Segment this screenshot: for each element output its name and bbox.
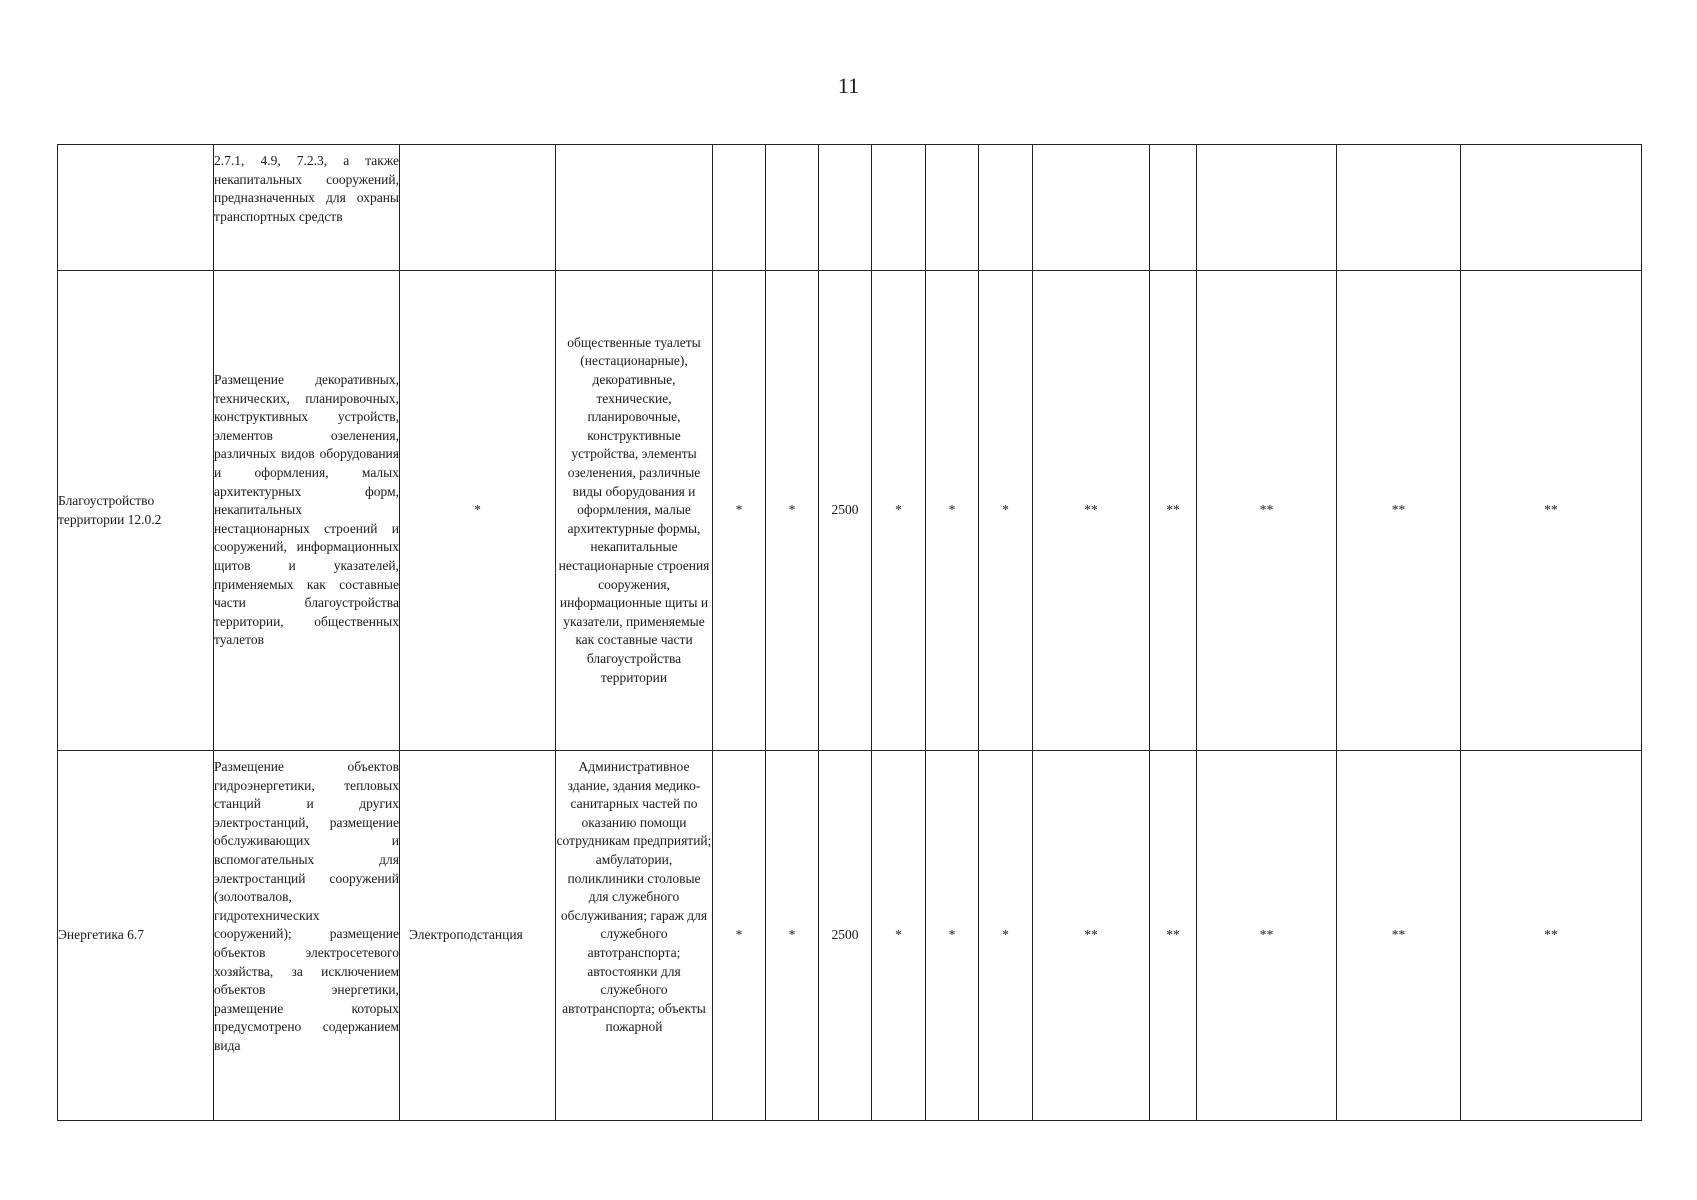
- use-description-cell: 2.7.1, 4.9, 7.2.3, а также некапитальных сооружений, предназначенных для охраны транспортных средств: [214, 145, 400, 271]
- param-cell: [713, 145, 766, 271]
- param-cell: [1337, 145, 1461, 271]
- param-cell: [766, 145, 819, 271]
- use-description-cell: Размещение декоративных, технических, планировочных, конструктивных устройств, элементов озеленения, различных видов оборудования и оформления, малых архитектурных форм, некапитальных нестационарных строений и сооружений, информационных щитов и указателей, применяемых как составные части благоустройства территории, общественных туалетов: [214, 271, 400, 751]
- param-cell: *: [872, 751, 926, 1121]
- param-cell: 2500: [819, 271, 872, 751]
- param-cell: 2500: [819, 751, 872, 1121]
- param-cell: **: [1461, 271, 1642, 751]
- param-cell: [819, 145, 872, 271]
- param-cell: **: [1150, 751, 1197, 1121]
- use-type-cell: Энергетика 6.7: [58, 751, 214, 1121]
- param-cell: *: [713, 271, 766, 751]
- param-cell: [1150, 145, 1197, 271]
- param-cell: *: [766, 271, 819, 751]
- param-cell: *: [979, 751, 1033, 1121]
- param-cell: **: [1337, 271, 1461, 751]
- main-use-cell: *: [400, 271, 556, 751]
- table-row: [58, 271, 1642, 751]
- param-cell: **: [1150, 271, 1197, 751]
- use-type-cell: Благоустройство территории 12.0.2: [58, 271, 214, 751]
- main-use-cell: Электроподстанция: [400, 751, 556, 1121]
- objects-cell: [556, 145, 713, 271]
- param-cell: *: [713, 751, 766, 1121]
- param-cell: *: [872, 271, 926, 751]
- param-cell: **: [1197, 271, 1337, 751]
- param-cell: [1461, 145, 1642, 271]
- main-use-cell: [400, 145, 556, 271]
- objects-cell: Административное здание, здания медико-санитарных частей по оказанию помощи сотрудникам предприятий; амбулатории, поликлиники столовые для служебного обслуживания; гараж для служебного автотранспорта; автостоянки для служебного автотранспорта; объекты пожарной: [556, 751, 713, 1121]
- param-cell: [872, 145, 926, 271]
- param-cell: **: [1461, 751, 1642, 1121]
- param-cell: *: [926, 271, 979, 751]
- param-cell: **: [1197, 751, 1337, 1121]
- table-row: [58, 751, 1642, 1121]
- objects-cell: общественные туалеты (нестационарные), декоративные, технические, планировочные, конструктивные устройства, элементы озеленения, различные виды оборудования и оформления, малые архитектурные формы, некапитальные нестационарные строения сооружения, информационные щиты и указатели, применяемые как составные части благоустройства территории: [556, 271, 713, 751]
- param-cell: *: [766, 751, 819, 1121]
- page-number: 11: [837, 73, 860, 98]
- param-cell: [1197, 145, 1337, 271]
- regulations-table: [57, 144, 1642, 1121]
- use-type-cell: [58, 145, 214, 271]
- param-cell: **: [1033, 271, 1150, 751]
- param-cell: [979, 145, 1033, 271]
- param-cell: [926, 145, 979, 271]
- param-cell: [1033, 145, 1150, 271]
- param-cell: *: [926, 751, 979, 1121]
- param-cell: **: [1337, 751, 1461, 1121]
- table-row: [58, 145, 1642, 271]
- param-cell: *: [979, 271, 1033, 751]
- param-cell: **: [1033, 751, 1150, 1121]
- use-description-cell: Размещение объектов гидроэнергетики, тепловых станций и других электростанций, размещение обслуживающих и вспомогательных для электростанций сооружений (золоотвалов, гидротехнических сооружений); размещение объектов электросетевого хозяйства, за исключением объектов энергетики, размещение которых предусмотрено содержанием вида: [214, 751, 400, 1121]
